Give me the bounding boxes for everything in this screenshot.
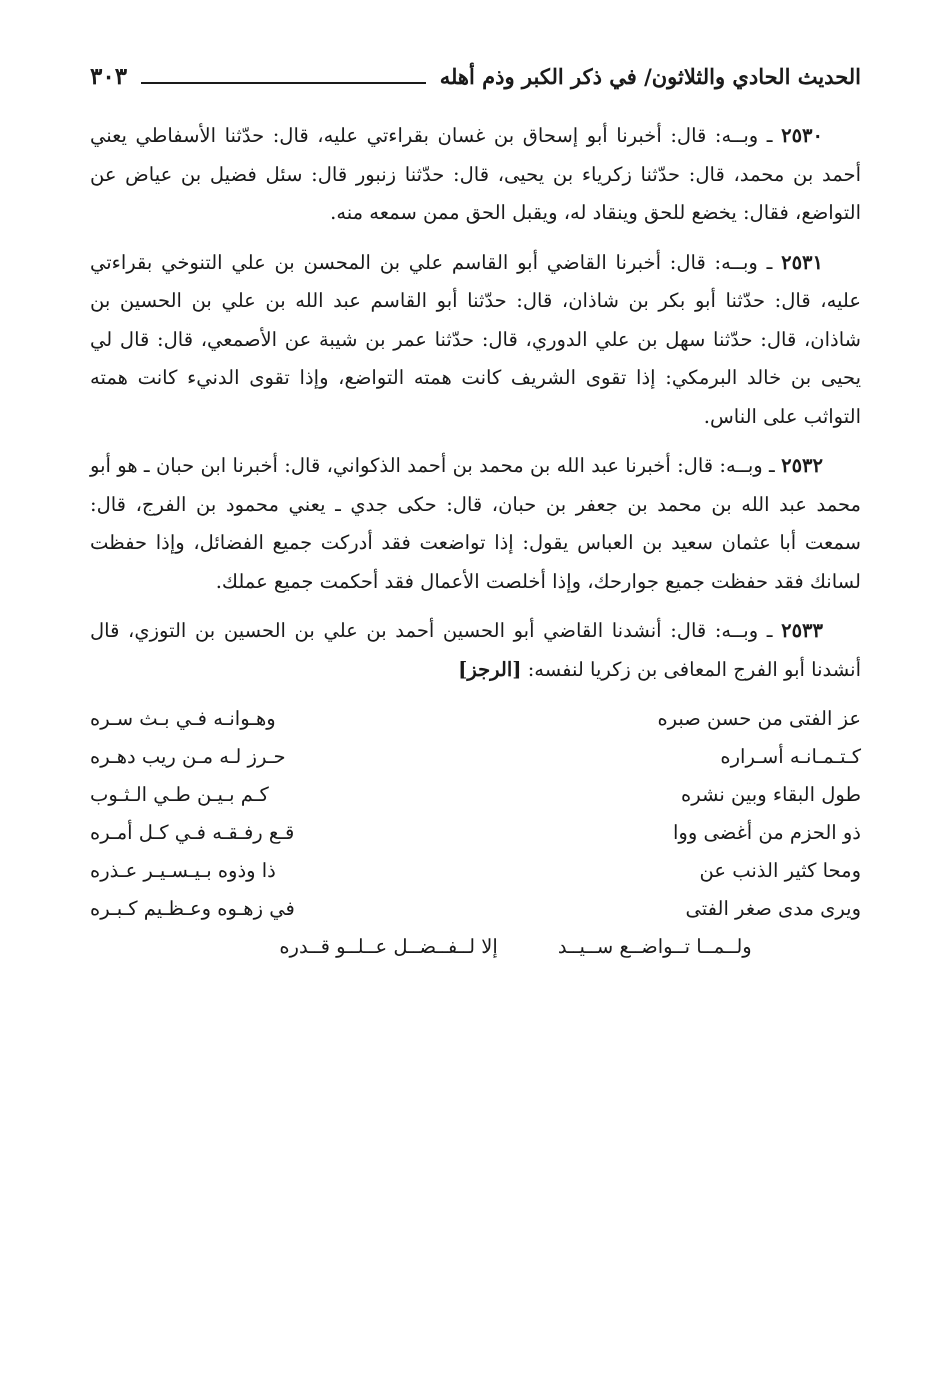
verse-first-hemistich: كـتـمـانـه أسـراره: [720, 745, 861, 768]
poem-meter: [الرجز]: [458, 657, 522, 681]
paragraph-text: ـ وبــه: قال: أخبرنا أبو إسحاق بن غسان بقراءتي عليه، قال: حدّثنا الأسفاطي يعني أحمد بن محمد، قال: حدّثنا زكرياء بن يحيى، قال: حدّثنا زنبور قال: سئل فضيل بن عياض عن التواضع، فقال: يخضع للحق وينقاد له، ويقبل الحق ممن سمعه منه.: [90, 124, 861, 224]
paragraph-2533: [90, 612, 861, 689]
poem-final-verse: [90, 928, 941, 966]
paragraph-number: ٢٥٣١: [781, 250, 823, 274]
verse-first-hemistich: ومحا كثير الذنب عن: [699, 859, 861, 882]
verse-first-hemistich: عز الفتى من حسن صبره: [657, 707, 861, 730]
poem-verse: [90, 890, 861, 928]
verse-second-hemistich: في زهـوه وعـظـيم كـبـره: [90, 897, 295, 920]
poem-verse: [90, 776, 861, 814]
page-body: [90, 117, 861, 966]
paragraph-2530: [90, 117, 861, 233]
poem-verse: [90, 814, 861, 852]
running-header: [90, 58, 861, 92]
paragraph-number: ٢٥٣٠: [781, 124, 824, 147]
verse-second-hemistich: حـرز لـه مـن ريب دهـره: [90, 745, 286, 768]
verse-second-hemistich: إلا لــفــضــل عــلــو قــدره: [279, 935, 498, 958]
header-rule: [141, 82, 426, 84]
paragraph-number: ٢٥٣٢: [781, 454, 823, 477]
verse-first-hemistich: طول البقاء وبين نشره: [681, 783, 861, 806]
verse-second-hemistich: كـم بـيـن طـي الـثـوب: [90, 783, 269, 806]
verse-second-hemistich: ذا وذوه بـيـسـيـر عـذره: [90, 859, 276, 882]
paragraph-text: ـ وبــه: قال: أنشدنا القاضي أبو الحسين أحمد بن علي بن الحسين بن التوزي، قال أنشدنا أبو الفرج المعافى بن زكريا لنفسه:: [90, 619, 861, 681]
verse-first-hemistich: ولــمــا تــواضــع ســيــد: [557, 935, 752, 958]
verse-second-hemistich: قـع رفـقـه فـي كـل أمـره: [90, 821, 295, 844]
page-number: ٣٠٣: [90, 63, 128, 90]
paragraph-2532: [90, 447, 861, 601]
paragraph-2531: [90, 244, 861, 437]
verse-first-hemistich: ذو الحزم من أغضى ووا: [673, 821, 861, 844]
paragraph-text: ـ وبــه: قال: أخبرنا القاضي أبو القاسم علي بن المحسن بن علي التنوخي بقراءتي عليه، قال: حدّثنا أبو بكر بن شاذان، قال: حدّثنا أبو القاسم عبد الله بن علي بن الحسين بن شاذان، قال: حدّثنا سهل بن علي الدوري، قال: حدّثنا عمر بن شيبة عن الأصمعي، قال: قال لي يحيى بن خالد البرمكي: إذا تقوى الشريف كانت همته التواضع، وإذا تقوى الدنيء كانت همته التواثب على الناس.: [90, 250, 861, 428]
poem: [90, 700, 861, 966]
verse-first-hemistich: ويرى مدى صغر الفتى: [685, 897, 861, 920]
poem-verse: [90, 738, 861, 776]
running-title: الحديث الحادي والثلاثون/ في ذكر الكبر وذم أهله: [439, 64, 861, 89]
poem-verse: [90, 852, 861, 890]
verse-second-hemistich: وهـوانـه فـي بـث سـره: [90, 707, 276, 730]
paragraph-number: ٢٥٣٣: [781, 619, 823, 642]
paragraph-text: ـ وبــه: قال: أخبرنا عبد الله بن محمد بن أحمد الذكواني، قال: أخبرنا ابن حبان ـ هو أبو محمد عبد الله بن محمد بن جعفر بن حبان، قال: حكى جدي ـ يعني محمود بن الفرج، قال: سمعت أبا عثمان سعيد بن العباس يقول: إذا تواضعت فقد أدركت جميع الفضائل، وإذا حفظت لسانك فقد حفظت جميع جوارحك، وإذا أخلصت الأعمال فقد أحكمت جميع عملك.: [90, 454, 861, 593]
poem-verse: [90, 700, 861, 738]
